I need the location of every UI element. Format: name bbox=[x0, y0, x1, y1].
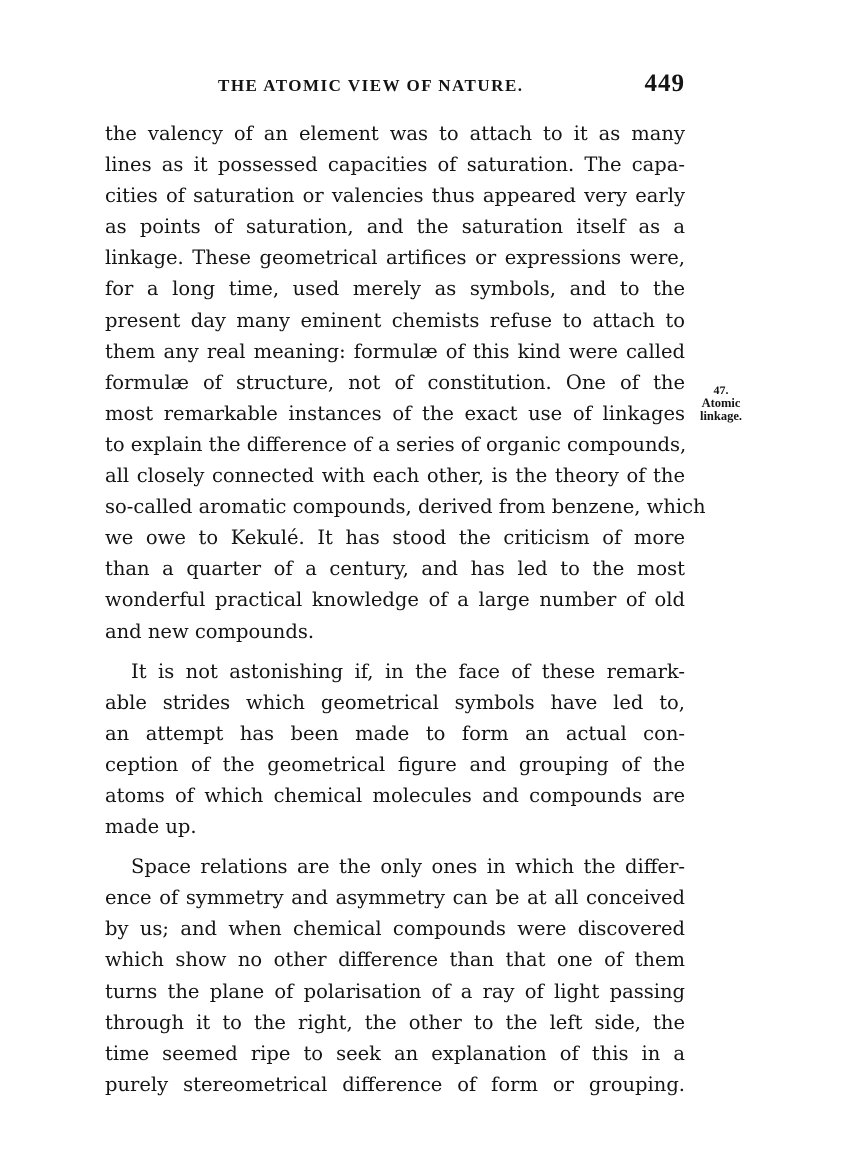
text-line: ception of the geometrical figure and grouping of the bbox=[105, 752, 685, 776]
text-line: formulæ of structure, not of constitution. One of the bbox=[105, 370, 685, 394]
paragraph-1 bbox=[105, 118, 706, 647]
text-line: an attempt has been made to form an actual con- bbox=[105, 721, 685, 745]
text-line: them any real meaning: formulæ of this kind were called bbox=[105, 339, 685, 363]
text-line: ence of symmetry and asymmetry can be at all conceived bbox=[105, 886, 685, 910]
text-line: It is not astonishing if, in the face of these remark- bbox=[131, 659, 685, 683]
running-title: THE ATOMIC VIEW OF NATURE. bbox=[218, 76, 524, 95]
text-line: present day many eminent chemists refuse to attach to bbox=[105, 308, 685, 332]
text-line: made up. bbox=[105, 815, 197, 839]
text-line: linkage. These geometrical artifices or expressions were, bbox=[105, 246, 685, 270]
text-line: cities of saturation or valencies thus appeared very early bbox=[105, 184, 685, 208]
running-head bbox=[105, 72, 685, 102]
text-line: than a quarter of a century, and has led to the most bbox=[105, 557, 685, 581]
paragraph-2 bbox=[105, 656, 685, 843]
margin-note-number: 47. bbox=[713, 383, 729, 397]
margin-note bbox=[686, 384, 756, 423]
text-line: we owe to Kekulé. It has stood the criticism of more bbox=[105, 526, 685, 550]
text-line: purely stereometrical difference of form or grouping. bbox=[105, 1072, 685, 1096]
text-line: through it to the right, the other to the left side, the bbox=[105, 1010, 685, 1034]
text-line: time seemed ripe to seek an explanation of this in a bbox=[105, 1041, 685, 1065]
text-line: able strides which geometrical symbols have led to, bbox=[105, 690, 685, 714]
text-line: as points of saturation, and the saturation itself as a bbox=[105, 215, 685, 239]
text-line: by us; and when chemical compounds were discovered bbox=[105, 917, 685, 941]
text-line: which show no other difference than that one of them bbox=[105, 948, 685, 972]
body-text bbox=[105, 118, 706, 1109]
text-line: the valency of an element was to attach to it as many bbox=[105, 122, 685, 145]
text-line: to explain the difference of a series of organic compounds, bbox=[105, 432, 687, 456]
page-number: 449 bbox=[644, 70, 685, 97]
margin-note-label-line1: Atomic bbox=[701, 396, 741, 410]
text-line: all closely connected with each other, is the theory of the bbox=[105, 464, 685, 488]
paragraph-3 bbox=[105, 851, 685, 1100]
text-line: turns the plane of polarisation of a ray of light passing bbox=[105, 979, 685, 1003]
margin-note-label-line2: linkage. bbox=[699, 409, 743, 423]
text-line: Space relations are the only ones in which the differ- bbox=[131, 855, 685, 879]
text-line: atoms of which chemical molecules and compounds are bbox=[105, 783, 685, 807]
text-line: and new compounds. bbox=[105, 619, 315, 643]
text-line: most remarkable instances of the exact use of linkages bbox=[105, 401, 685, 425]
text-line: so-called aromatic compounds, derived from benzene, which bbox=[105, 495, 706, 519]
text-line: wonderful practical knowledge of a large number of old bbox=[105, 588, 685, 612]
text-line: for a long time, used merely as symbols, and to the bbox=[105, 277, 685, 301]
text-line: lines as it possessed capacities of saturation. The capa- bbox=[105, 153, 685, 177]
